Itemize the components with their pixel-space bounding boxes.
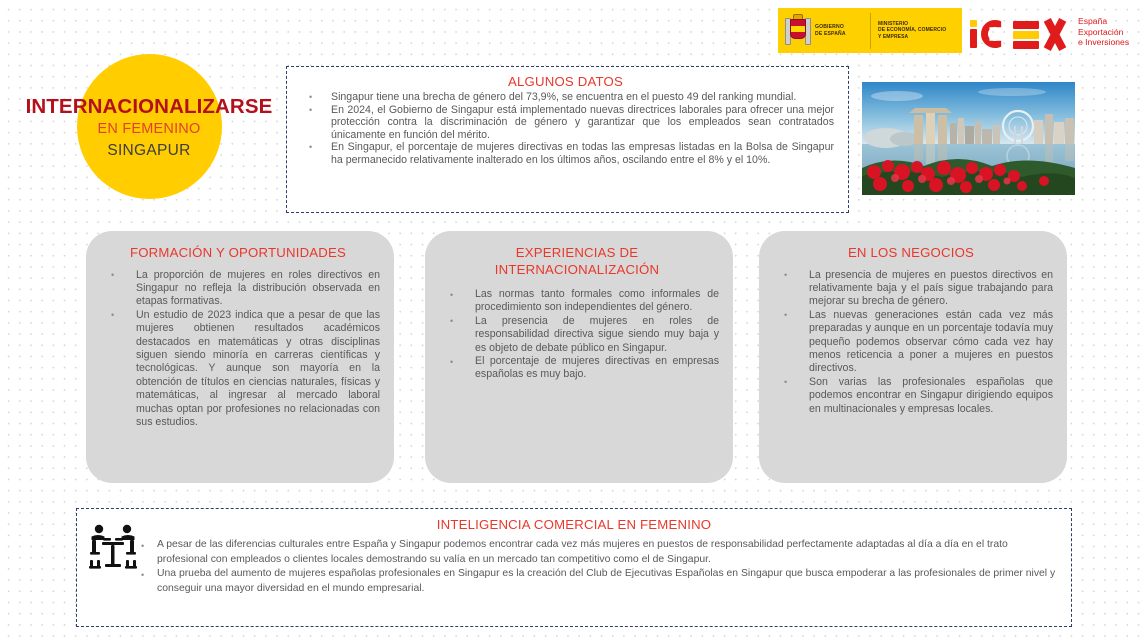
inteligencia-comercial-title: INTELIGENCIA COMERCIAL EN FEMENINO bbox=[436, 517, 712, 532]
list-item: • La presencia de mujeres en puestos directivos en relativamente baja y el país sigue trabajando para mejorar su brecha de género. bbox=[769, 269, 1053, 309]
gobierno-line-1: GOBIERNO bbox=[815, 24, 844, 31]
spain-coat-of-arms-icon bbox=[784, 14, 810, 47]
business-meeting-icon bbox=[85, 522, 141, 572]
icex-logo bbox=[968, 12, 1140, 52]
card-experiencias-de-internacionalizacion bbox=[425, 231, 733, 483]
algunos-datos-panel bbox=[286, 66, 849, 213]
list-item: • Las nuevas generaciones están cada vez más preparadas y aunque en un porcentaje todavía muy pequeño podemos observar cómo cada vez hay menos reticencia a poner a mujeres en puestos directivos. bbox=[769, 309, 1053, 376]
inteligencia-comercial-list bbox=[139, 538, 1057, 596]
icex-wordmark-icon bbox=[968, 15, 1072, 49]
card-title: EXPERIENCIAS DE INTERNACIONALIZACIÓN bbox=[494, 245, 660, 277]
algunos-datos-list bbox=[297, 91, 834, 167]
title-main: INTERNACIONALIZARSE bbox=[25, 95, 273, 118]
ministerio-line-1: MINISTERIO bbox=[878, 21, 909, 28]
card-formacion-y-oportunidades bbox=[86, 231, 394, 483]
list-item: • Las normas tanto formales como informales de procedimiento son independientes del género. bbox=[435, 288, 719, 315]
card-list bbox=[435, 288, 719, 382]
list-item: • Una prueba del aumento de mujeres españolas profesionales en Singapur es la creación del Club de Ejecutivas Españolas en Singapur que busca empoderar a las profesionales de primer nivel y conseguir una mayor diversidad en el mundo empresarial. bbox=[139, 567, 1057, 596]
card-body bbox=[769, 269, 1053, 416]
list-item: • Un estudio de 2023 indica que a pesar de que las mujeres obtienen resultados académicos destacados en matemáticas y otras disciplinas siguen siendo minoría en carreras científicas y tecnológicas. Y aunque son mayoría en la obtención de títulos en ciencias naturales, físicas y matemáticas, al ingresar al mercado laboral muchas optan por profesiones no relacionadas con sus estudios. bbox=[96, 309, 380, 430]
card-body bbox=[96, 269, 380, 430]
title-country: SINGAPUR bbox=[107, 142, 191, 159]
gobierno-block bbox=[778, 14, 870, 47]
card-title: FORMACIÓN Y OPORTUNIDADES bbox=[129, 245, 347, 260]
icex-tag-3: e Inversiones bbox=[1078, 37, 1130, 48]
gobierno-de-espana-logo bbox=[778, 8, 962, 53]
ministerio-line-3: Y EMPRESA bbox=[878, 33, 909, 40]
card-body bbox=[435, 288, 719, 382]
algunos-datos-title: ALGUNOS DATOS bbox=[508, 74, 623, 89]
ministerio-block bbox=[871, 21, 962, 40]
inteligencia-comercial-body bbox=[77, 538, 1071, 596]
list-item: • La presencia de mujeres en roles de responsabilidad directiva sigue siendo muy baja y es objeto de debate público en Singapur. bbox=[435, 315, 719, 355]
list-item: • En Singapur, el porcentaje de mujeres directivas en todas las empresas listadas en la Bolsa de Singapur ha permanecido relativamente inalterado en los últimos años, oscilando entre el 8% y el 10%. bbox=[297, 141, 834, 166]
icex-tag-2: Exportación bbox=[1078, 26, 1124, 37]
list-item: • En 2024, el Gobierno de Singapur está implementado nuevas directrices laborales para ofrecer una mejor protección contra la discriminación de género y garantizar que los empleados sean contratados únicamente en función del mérito. bbox=[297, 104, 834, 142]
icex-tag-1: España bbox=[1078, 16, 1108, 27]
gobierno-label bbox=[815, 24, 846, 36]
card-en-los-negocios bbox=[759, 231, 1067, 483]
title-subtitle: EN FEMENINO bbox=[97, 121, 201, 137]
list-item: • A pesar de las diferencias culturales entre España y Singapur podemos encontrar cada vez más mujeres en puestos de responsabilidad perfectamente adaptadas al día a día en el trato profesional con empleados o clientes locales demostrando su valía en un mercado tan competitivo como el de Singapur. bbox=[139, 538, 1057, 567]
card-list bbox=[96, 269, 380, 430]
singapore-skyline-photo bbox=[862, 82, 1075, 195]
page-title bbox=[10, 95, 288, 162]
gobierno-line-2: DE ESPAÑA bbox=[815, 30, 846, 37]
card-title: EN LOS NEGOCIOS bbox=[847, 245, 975, 260]
list-item: • El porcentaje de mujeres directivas en empresas españolas es muy bajo. bbox=[435, 355, 719, 382]
inteligencia-comercial-panel bbox=[76, 508, 1072, 627]
card-list bbox=[769, 269, 1053, 416]
list-item: • Singapur tiene una brecha de género del 73,9%, se encuentra en el puesto 49 del ranking mundial. bbox=[297, 91, 834, 104]
icex-tagline bbox=[1078, 16, 1129, 48]
list-item: • Son varias las profesionales españolas que podemos encontrar en Singapur dirigiendo equipos en multinacionales y empresas locales. bbox=[769, 376, 1053, 416]
list-item: • La proporción de mujeres en roles directivos en Singapur no refleja la distribución observada en etapas formativas. bbox=[96, 269, 380, 309]
ministerio-line-2: DE ECONOMÍA, COMERCIO bbox=[878, 27, 947, 34]
